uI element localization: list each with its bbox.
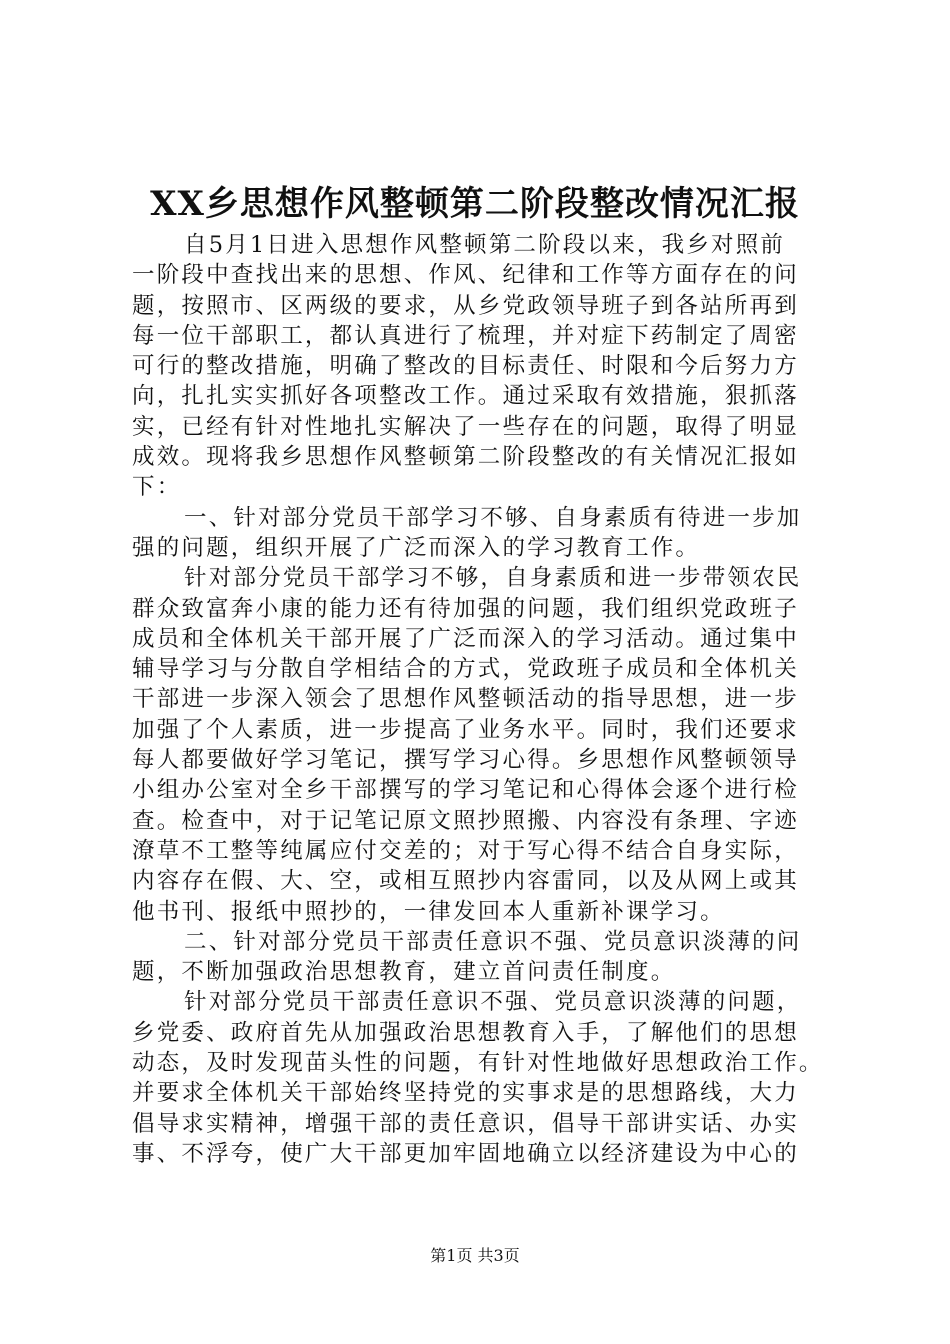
paragraph-line: 查。检查中，对于记笔记原文照抄照搬、内容没有条理、字迹 [132,807,799,834]
paragraph-line: 成效。现将我乡思想作风整顿第二阶段整改的有关情况汇报如 [132,444,799,471]
paragraph-line: 向，扎扎实实抓好各项整改工作。通过采取有效措施，狠抓落 [132,383,799,410]
paragraph-line: 辅导学习与分散自学相结合的方式，党政班子成员和全体机关 [132,656,799,683]
paragraph-line: 乡党委、政府首先从加强政治思想教育入手，了解他们的思想 [132,1019,799,1046]
section-heading-line: 一、针对部分党员干部学习不够、自身素质有待进一步加 [184,504,802,531]
paragraph-line: 倡导求实精神，增强干部的责任意识，倡导干部讲实话、办实 [132,1110,799,1137]
paragraph-line: 内容存在假、大、空，或相互照抄内容雷同，以及从网上或其 [132,868,799,895]
document-body [132,230,832,1169]
paragraph-line: 小组办公室对全乡干部撰写的学习笔记和心得体会逐个进行检 [132,777,799,804]
paragraph-line: 成员和全体机关干部开展了广泛而深入的学习活动。通过集中 [132,625,799,652]
paragraph-line: 针对部分党员干部学习不够，自身素质和进一步带领农民 [184,565,802,592]
paragraph-line: 每人都要做好学习笔记，撰写学习心得。乡思想作风整顿领导 [132,747,799,774]
paragraph-line: 自5月1日进入思想作风整顿第二阶段以来，我乡对照前 [184,232,786,258]
paragraph-line: 每一位干部职工，都认真进行了梳理，并对症下药制定了周密 [132,322,799,349]
paragraph-line: 他书刊、报纸中照抄的，一律发回本人重新补课学习。 [132,898,725,925]
paragraph-line: 针对部分党员干部责任意识不强、党员意识淡薄的问题， [184,989,802,1016]
section-heading-line: 题，不断加强政治思想教育，建立首问责任制度。 [132,959,676,986]
paragraph-line: 一阶段中查找出来的思想、作风、纪律和工作等方面存在的问 [132,262,799,289]
section-heading-line: 强的问题，组织开展了广泛而深入的学习教育工作。 [132,534,701,561]
document-title: XX乡思想作风整顿第二阶段整改情况汇报 [150,184,800,224]
paragraph-line: 潦草不工整等纯属应付交差的；对于写心得不结合自身实际， [132,837,799,864]
paragraph-line: 事、不浮夸，使广大干部更加牢固地确立以经济建设为中心的 [132,1140,799,1167]
paragraph-line: 下： [132,474,182,501]
paragraph-line: 实，已经有针对性地扎实解决了一些存在的问题，取得了明显 [132,413,799,440]
section-heading-line: 二、针对部分党员干部责任意识不强、党员意识淡薄的问 [184,928,802,955]
paragraph-line: 可行的整改措施，明确了整改的目标责任、时限和今后努力方 [132,353,799,380]
paragraph-line: 干部进一步深入领会了思想作风整顿活动的指导思想，进一步 [132,686,799,713]
page-footer: 第1页 共3页 [430,1246,520,1265]
paragraph-line: 题，按照市、区两级的要求，从乡党政领导班子到各站所再到 [132,292,799,319]
paragraph-line: 加强了个人素质，进一步提高了业务水平。同时，我们还要求 [132,716,799,743]
paragraph-line: 群众致富奔小康的能力还有待加强的问题，我们组织党政班子 [132,595,799,622]
paragraph-line: 动态，及时发现苗头性的问题，有针对性地做好思想政治工作。 [132,1050,824,1077]
paragraph-line: 并要求全体机关干部始终坚持党的实事求是的思想路线，大力 [132,1080,799,1107]
